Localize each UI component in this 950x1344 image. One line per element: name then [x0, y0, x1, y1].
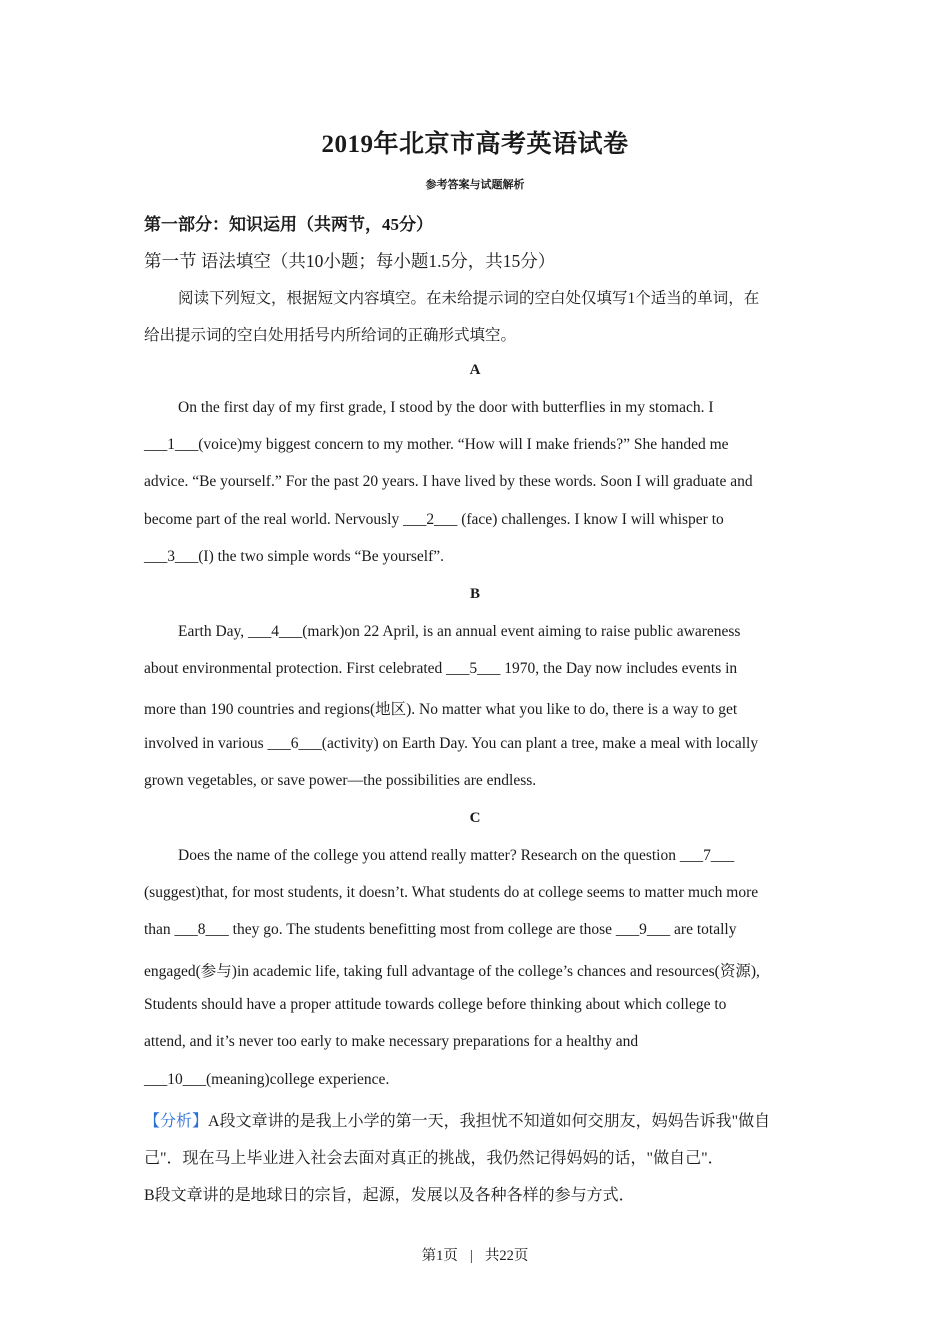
page-subtitle: 参考答案与试题解析 [425, 178, 525, 191]
passage-b-line: about environmental protection. First celebrated ___5___ 1970, the Day now includes events in [144, 660, 738, 677]
passage-c-line: engaged(参与)in academic life, taking full advantage of the college’s chances and resources(资源), [144, 963, 760, 980]
passage-b-line: grown vegetables, or save power—the possibilities are endless. [144, 772, 537, 789]
passage-a-line: advice. “Be yourself.” For the past 20 years. I have lived by these words. Soon I will graduate and [144, 473, 753, 490]
part-heading: 第一部分：知识运用（共两节，45分） [144, 215, 433, 234]
analysis-line-2: 己"．现在马上毕业进入社会去面对真正的挑战，我仍然记得妈妈的话，"做自己"． [144, 1150, 724, 1167]
page-footer [0, 1244, 950, 1265]
analysis-line-3: B段文章讲的是地球日的宗旨，起源，发展以及各种各样的参与方式． [144, 1187, 635, 1204]
passage-c-line: than ___8___ they go. The students benefitting most from college are those ___9___ are totally [144, 921, 737, 938]
passage-c-line: (suggest)that, for most students, it doesn’t. What students do at college seems to matter much more [144, 884, 759, 901]
footer-separator: | [469, 1248, 473, 1264]
passage-a-line: On the first day of my first grade, I stood by the door with butterflies in my stomach. I [178, 399, 714, 416]
passage-c-line: Does the name of the college you attend really matter? Research on the question ___7___ [178, 847, 735, 864]
analysis-line-1 [144, 1108, 770, 1131]
passage-c-line: ___10___(meaning)college experience. [144, 1071, 390, 1088]
passage-c-line: attend, and it’s never too early to make necessary preparations for a healthy and [144, 1033, 639, 1050]
passage-a-line: ___3___(I) the two simple words “Be yourself”. [144, 548, 445, 565]
page-title: 2019年北京市高考英语试卷 [321, 131, 629, 158]
passage-c-line: Students should have a proper attitude towards college before thinking about which college to [144, 996, 727, 1013]
page-number: 第1页 [421, 1248, 458, 1264]
section-heading: 第一节 语法填空（共10小题；每小题1.5分，共15分） [144, 251, 556, 271]
passage-b-label: B [469, 586, 480, 602]
instruction-line-1: 阅读下列短文，根据短文内容填空。在未给提示词的空白处仅填写1个适当的单词，在 [178, 290, 760, 307]
instruction-line-2: 给出提示词的空白处用括号内所给词的正确形式填空。 [144, 327, 517, 344]
passage-a-line: become part of the real world. Nervously ___2___ (face) challenges. I know I will whisper to [144, 511, 724, 528]
passage-b-line: Earth Day, ___4___(mark)on 22 April, is an annual event aiming to raise public awareness [178, 623, 741, 640]
page-total: 共22页 [484, 1248, 529, 1264]
analysis-tag: 【分析】 [144, 1113, 209, 1130]
passage-b-line: involved in various ___6___(activity) on Earth Day. You can plant a tree, make a meal with locally [144, 735, 759, 752]
passage-c-label: C [469, 810, 481, 826]
passage-b-line: more than 190 countries and regions(地区). No matter what you like to do, there is a way to get [144, 701, 738, 718]
analysis-text: A段文章讲的是我上小学的第一天，我担忧不知道如何交朋友，妈妈告诉我"做自 [208, 1113, 771, 1130]
passage-a-label: A [469, 362, 481, 378]
passage-a-line: ___1___(voice)my biggest concern to my mother. “How will I make friends?” She handed me [144, 436, 729, 453]
